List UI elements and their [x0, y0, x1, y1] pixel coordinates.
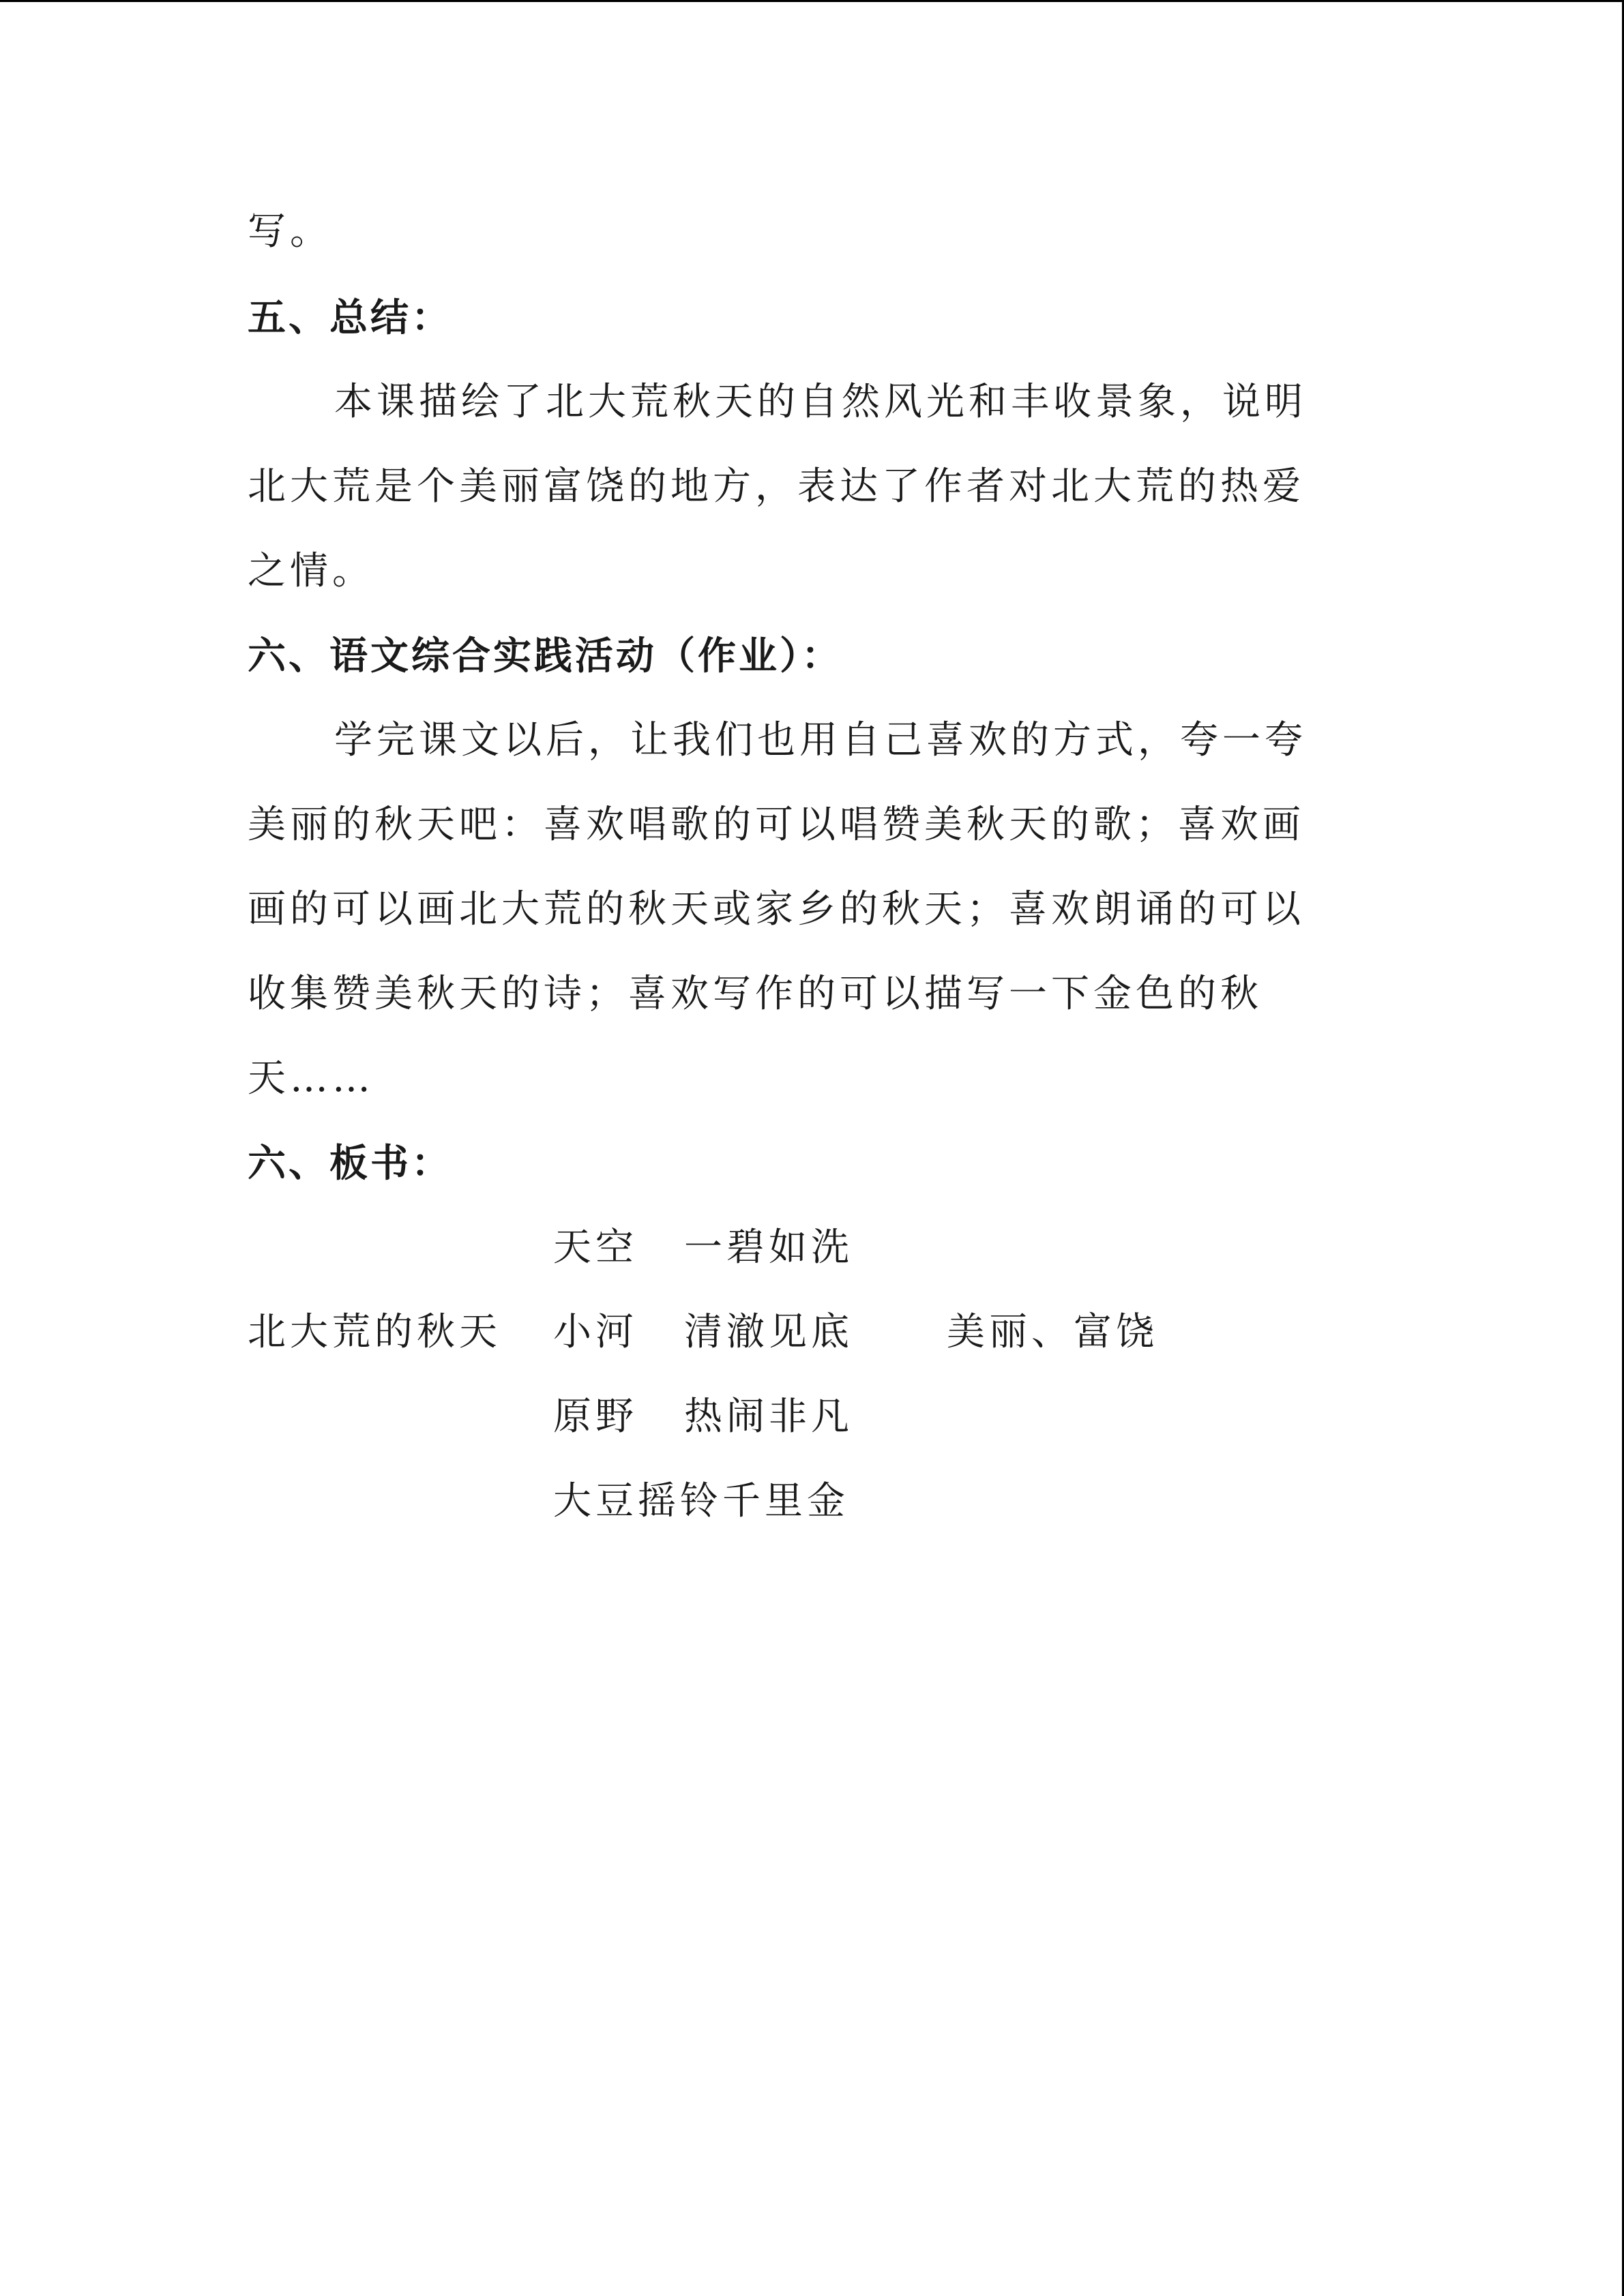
section-heading-activity: 六、语文综合实践活动（作业）： [248, 633, 842, 679]
board-desc: 清澈见底 [684, 1310, 853, 1354]
board-summary: 美丽、富饶 [947, 1310, 1158, 1354]
board-item: 大豆摇铃千里金 [553, 1479, 849, 1523]
carryover-text: 写。 [248, 209, 332, 254]
section-heading-board: 六、板书： [248, 1141, 452, 1186]
paragraph-line: 画的可以画北大荒的秋天或家乡的秋天；喜欢朗诵的可以 [248, 887, 1305, 931]
board-desc: 热闹非凡 [684, 1395, 853, 1439]
board-title: 北大荒的秋天 [248, 1310, 501, 1354]
paragraph-line: 之情。 [248, 549, 374, 593]
section-heading-summary: 五、总结： [248, 295, 452, 340]
paragraph-line: 学完课文以后，让我们也用自己喜欢的方式，夸一夸 [334, 718, 1307, 762]
board-item: 原野 [553, 1395, 638, 1439]
board-desc: 一碧如洗 [684, 1225, 853, 1270]
paragraph-line: 收集赞美秋天的诗；喜欢写作的可以描写一下金色的秋 [248, 972, 1263, 1016]
board-item: 天空 [553, 1225, 638, 1270]
paragraph-line: 本课描绘了北大荒秋天的自然风光和丰收景象，说明 [334, 380, 1307, 424]
paragraph-line: 天…… [248, 1056, 374, 1101]
page-top-border [0, 0, 1624, 2]
paragraph-line: 北大荒是个美丽富饶的地方，表达了作者对北大荒的热爱 [248, 464, 1305, 509]
paragraph-line: 美丽的秋天吧：喜欢唱歌的可以唱赞美秋天的歌；喜欢画 [248, 803, 1305, 847]
board-item: 小河 [553, 1310, 638, 1354]
